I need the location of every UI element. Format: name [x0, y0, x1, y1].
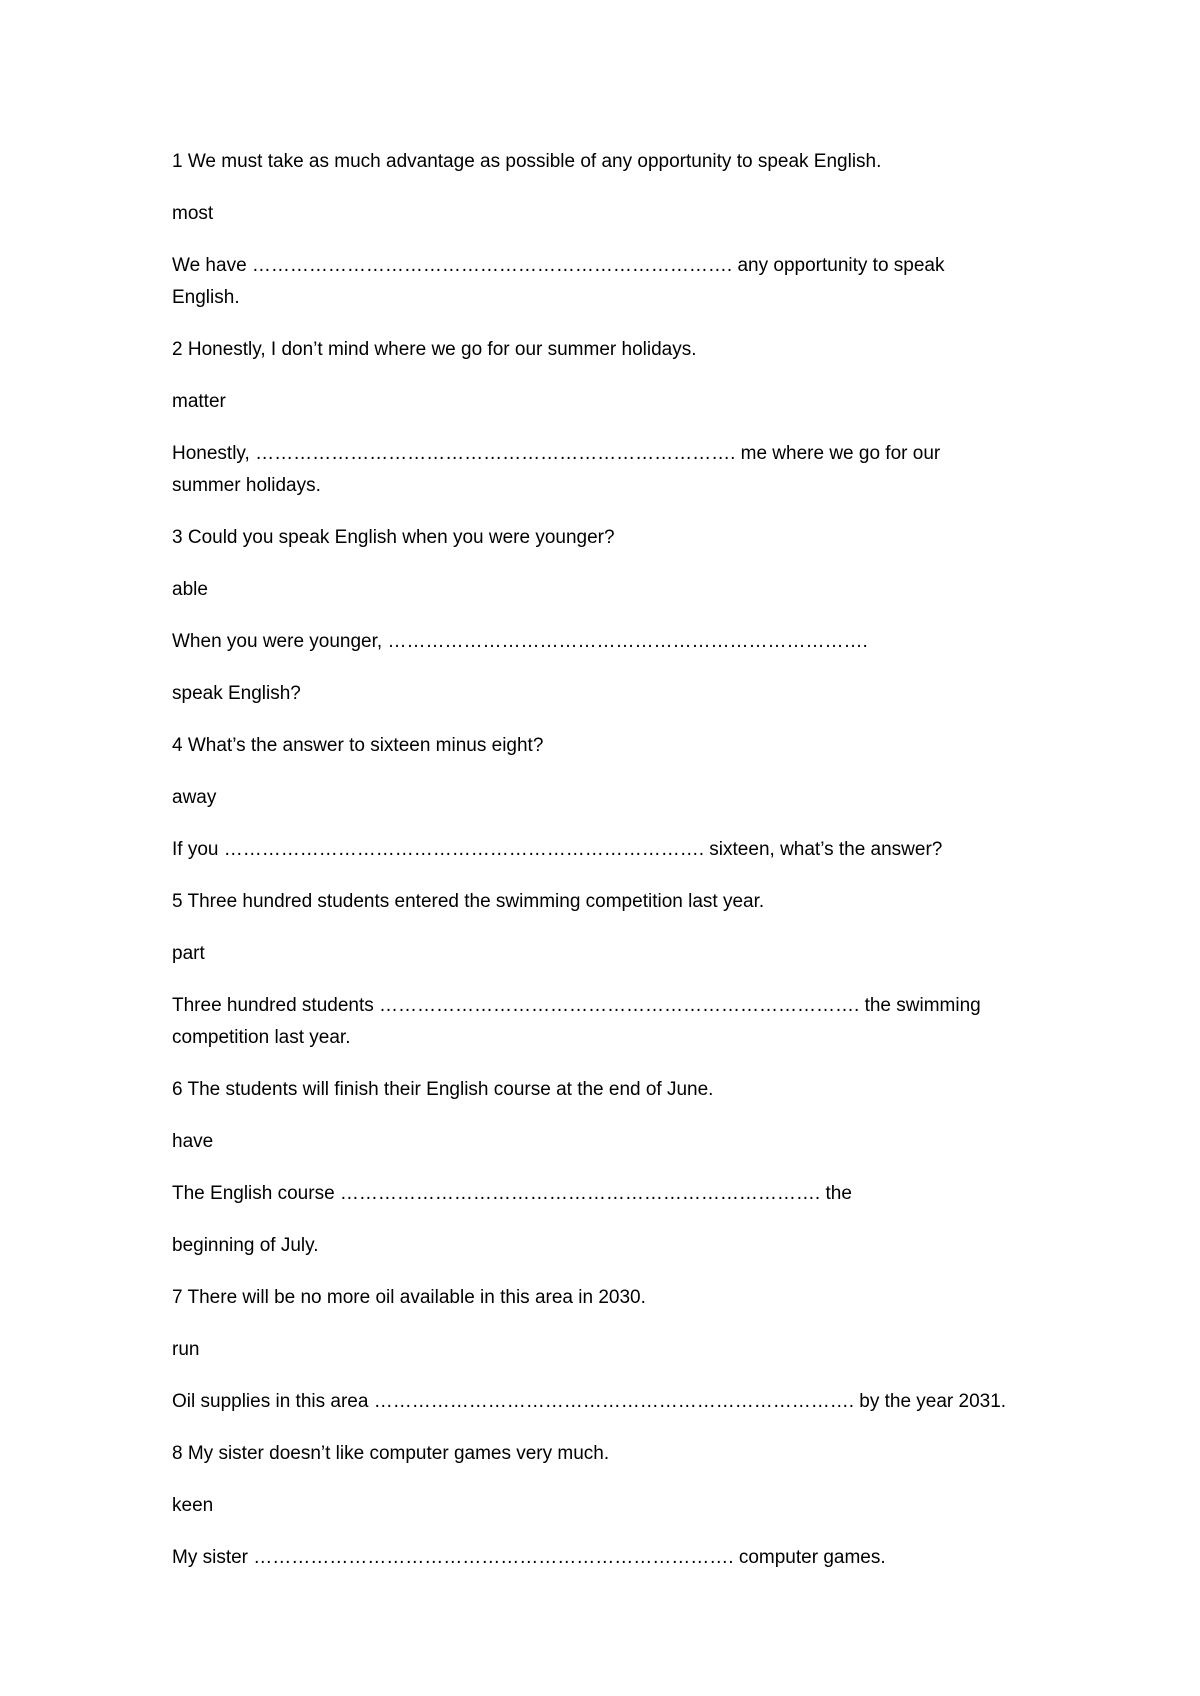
item-8-prompt: 8 My sister doesn’t like computer games very much.	[172, 1443, 610, 1464]
item-7-prompt: 7 There will be no more oil available in this area in 2030.	[172, 1287, 646, 1308]
item-6-answer-line-2: beginning of July.	[172, 1235, 319, 1256]
item-8-keyword: keen	[172, 1495, 214, 1516]
item-7-answer-line: Oil supplies in this area …………………………………………………………………. by the year 2031.	[172, 1391, 1007, 1412]
item-1-keyword: most	[172, 203, 214, 224]
item-2-keyword: matter	[172, 391, 226, 412]
item-2-answer-line: Honestly, …………………………………………………………………. me where we go for our summer holidays.	[172, 443, 941, 496]
item-3-prompt: 3 Could you speak English when you were younger?	[172, 527, 615, 548]
item-7-keyword: run	[172, 1339, 200, 1360]
item-5-keyword: part	[172, 943, 205, 964]
item-2-prompt: 2 Honestly, I don’t mind where we go for our summer holidays.	[172, 339, 697, 360]
item-1-prompt: 1 We must take as much advantage as possible of any opportunity to speak English.	[172, 151, 882, 172]
item-1-answer-line: We have …………………………………………………………………. any opportunity to speak English.	[172, 255, 945, 308]
item-4-answer-line: If you …………………………………………………………………. sixteen, what’s the answer?	[172, 839, 943, 860]
item-6-keyword: have	[172, 1131, 214, 1152]
exercise-list	[172, 146, 1012, 1594]
item-6-prompt: 6 The students will finish their English course at the end of June.	[172, 1079, 714, 1100]
item-6-answer-line-1: The English course …………………………………………………………………. the	[172, 1183, 852, 1204]
item-3-answer-line-2: speak English?	[172, 683, 301, 704]
item-3-answer-line-1: When you were younger, ………………………………………………………………….	[172, 631, 868, 652]
item-4-prompt: 4 What’s the answer to sixteen minus eight?	[172, 735, 544, 756]
item-4-keyword: away	[172, 787, 217, 808]
item-5-prompt: 5 Three hundred students entered the swimming competition last year.	[172, 891, 765, 912]
item-8-answer-line: My sister …………………………………………………………………. computer games.	[172, 1547, 886, 1568]
item-3-keyword: able	[172, 579, 208, 600]
item-5-answer-line: Three hundred students …………………………………………………………………. the swimming competition last year.	[172, 995, 981, 1048]
